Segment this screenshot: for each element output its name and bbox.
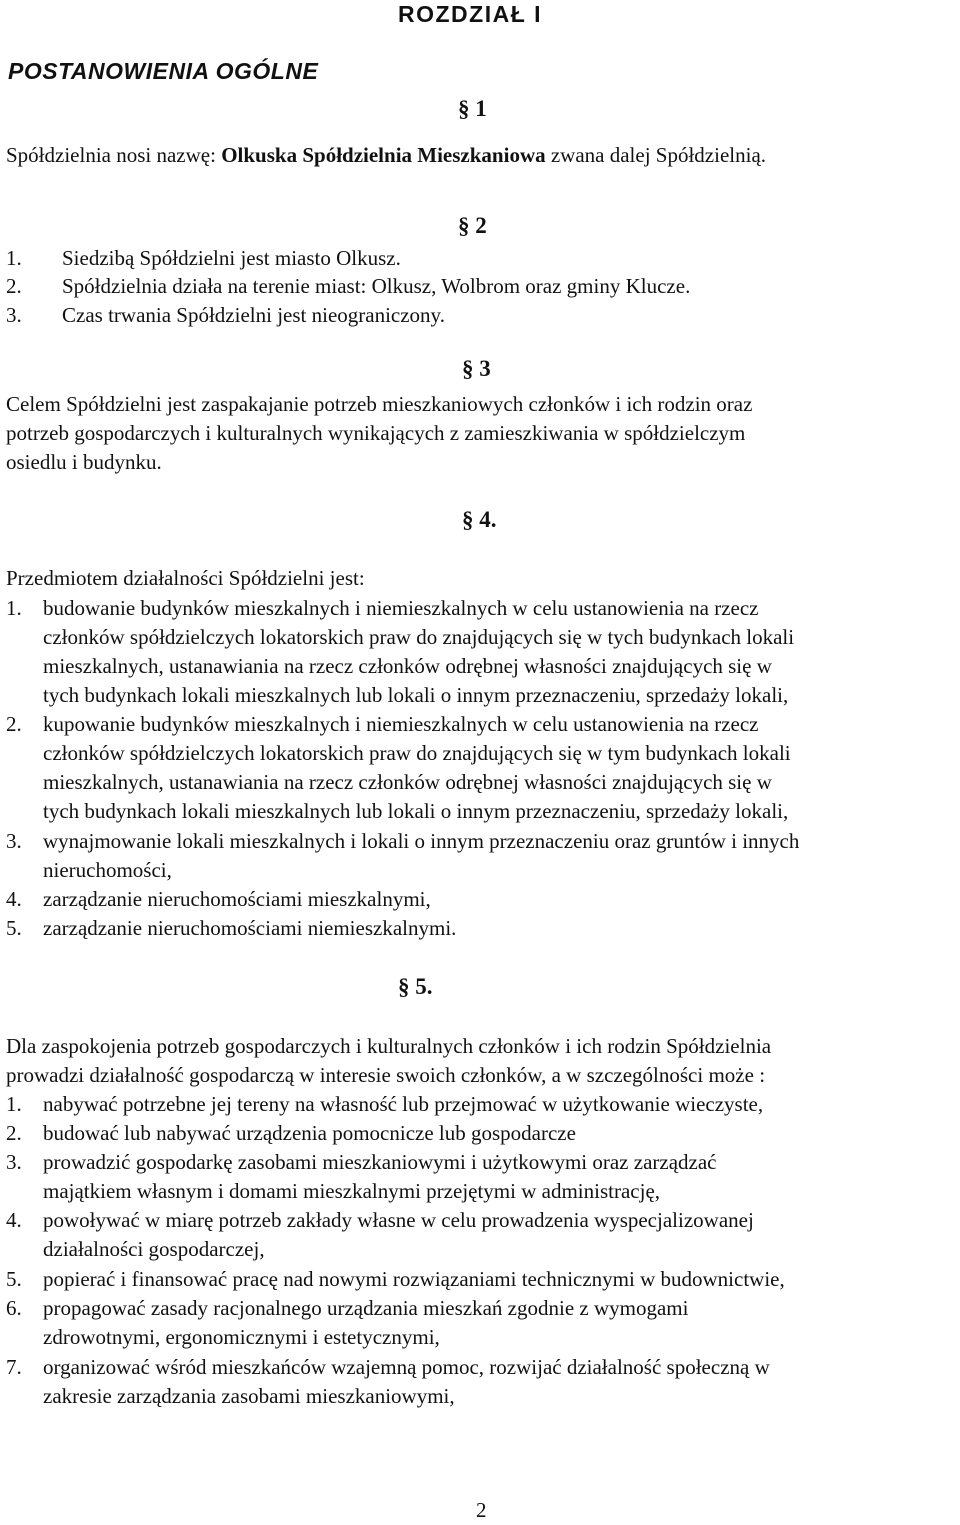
item-number: 7. [6,1355,22,1379]
list-item-line: powoływać w miarę potrzeb zakłady własne w celu prowadzenia wyspecjalizowanej [43,1208,754,1232]
section-title: POSTANOWIENIA OGÓLNE [8,58,319,84]
list-item-line: zarządzanie nieruchomościami niemieszkalnymi. [43,916,457,940]
p1-text-post: zwana dalej Spółdzielnią. [545,143,767,167]
list-item-line: zakresie zarządzania zasobami mieszkaniowymi, [43,1384,455,1408]
list-item-line: nieruchomości, [43,858,172,882]
item-number: 6. [6,1296,22,1320]
item-number: 2. [6,712,22,736]
item-number: 2. [6,274,22,298]
list-item-line: nabywać potrzebne jej tereny na własność lub przejmować w użytkowanie wieczyste, [43,1092,764,1116]
list-item-line: zarządzanie nieruchomościami mieszkalnymi, [43,887,431,911]
list-item-text: Siedzibą Spółdzielni jest miasto Olkusz. [62,246,401,270]
list-item-line: członków spółdzielczych lokatorskich praw do znajdujących się w tych budynkach lokali [43,625,795,649]
paragraph-3-line: potrzeb gospodarczych i kulturalnych wynikających z zamieszkiwania w spółdzielczym [6,421,746,445]
item-number: 5. [6,1267,22,1291]
item-number: 1. [6,596,22,620]
list-item-line: budować lub nabywać urządzenia pomocnicze lub gospodarcze [43,1121,576,1145]
item-number: 3. [6,829,22,853]
item-number: 4. [6,1208,22,1232]
list-item [6,301,22,330]
list-item-line: propagować zasady racjonalnego urządzania mieszkań zgodnie z wymogami [43,1296,689,1320]
list-item-line: mieszkalnych, ustanawiania na rzecz członków odrębnej własności znajdujących się w [43,654,772,678]
cooperative-name: Olkuska Spółdzielnia Mieszkaniowa [221,143,546,167]
item-number: 3. [6,303,22,327]
list-item-line: członków spółdzielczych lokatorskich praw do znajdujących się w tym budynkach lokali [43,741,791,765]
item-number: 2. [6,1121,22,1145]
list-item-line: kupowanie budynków mieszkalnych i niemieszkalnych w celu ustanowienia na rzecz [43,712,759,736]
item-number: 5. [6,916,22,940]
item-number: 1. [6,1092,22,1116]
paragraph-5-intro-line: Dla zaspokojenia potrzeb gospodarczych i kulturalnych członków i ich rodzin Spółdzielnia [6,1034,772,1058]
list-item-line: popierać i finansować pracę nad nowymi rozwiązaniami technicznymi w budownictwie, [43,1267,785,1291]
list-item-line: tych budynkach lokali mieszkalnych lub lokali o innym przeznaczeniu, sprzedaży lokali, [43,683,789,707]
list-item [6,244,22,273]
paragraph-5-intro-line: prowadzi działalność gospodarczą w interesie swoich członków, a w szczególności może : [6,1063,766,1087]
paragraph-3-line: Celem Spółdzielni jest zaspakajanie potrzeb mieszkaniowych członków i ich rodzin oraz [6,392,753,416]
list-item-text: Czas trwania Spółdzielni jest nieograniczony. [62,303,445,327]
paragraph-1-text [6,141,766,170]
page-number: 2 [476,1498,487,1522]
list-item [6,272,22,301]
list-item-line: organizować wśród mieszkańców wzajemną pomoc, rozwijać działalność społeczną w [43,1355,770,1379]
list-item-text: Spółdzielnia działa na terenie miast: Olkusz, Wolbrom oraz gminy Klucze. [62,274,691,298]
paragraph-mark-2: § 2 [458,213,487,238]
list-item-line: budowanie budynków mieszkalnych i niemieszkalnych w celu ustanowienia na rzecz [43,596,759,620]
paragraph-mark-4: § 4. [462,507,497,532]
list-item-line: tych budynkach lokali mieszkalnych lub lokali o innym przeznaczeniu, sprzedaży lokali, [43,799,789,823]
paragraph-4-intro: Przedmiotem działalności Spółdzielni jest: [6,566,365,590]
paragraph-mark-3: § 3 [462,356,491,381]
list-item-line: zdrowotnymi, ergonomicznymi i estetycznymi, [43,1325,440,1349]
list-item-line: działalności gospodarczej, [43,1237,265,1261]
chapter-heading: ROZDZIAŁ I [398,1,543,27]
paragraph-3-line: osiedlu i budynku. [6,450,162,474]
paragraph-mark-5: § 5. [398,974,433,999]
list-item-line: wynajmowanie lokali mieszkalnych i lokali o innym przeznaczeniu oraz gruntów i innych [43,829,800,853]
item-number: 3. [6,1150,22,1174]
item-number: 4. [6,887,22,911]
item-number: 1. [6,246,22,270]
p1-text-pre: Spółdzielnia nosi nazwę: [6,143,222,167]
list-item-line: prowadzić gospodarkę zasobami mieszkaniowymi i użytkowymi oraz zarządzać [43,1150,717,1174]
list-item-line: mieszkalnych, ustanawiania na rzecz członków odrębnej własności znajdujących się w [43,770,772,794]
paragraph-mark-1: § 1 [458,96,487,121]
list-item-line: majątkiem własnym i domami mieszkalnymi przejętymi w administrację, [43,1179,661,1203]
